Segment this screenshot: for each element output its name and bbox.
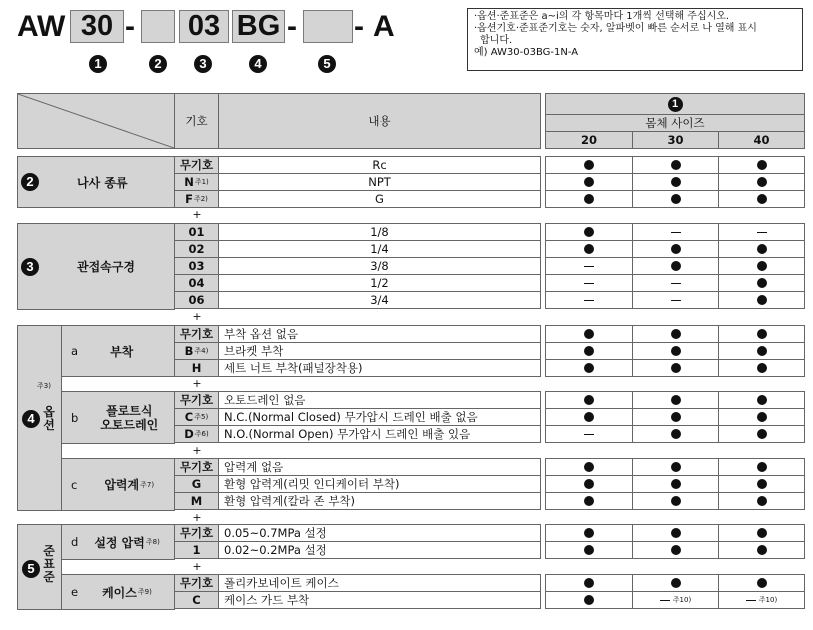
option-description: N.C.(Normal Closed) 무가압시 드레인 배출 없음 <box>218 408 541 426</box>
note-line-4: 예) AW30-03BG-1N-A <box>474 47 579 58</box>
footnote-ref: 주4) <box>194 347 209 355</box>
unavailable-dash-icon <box>671 300 681 301</box>
option-description: 환형 압력계(칼라 존 부착) <box>218 492 541 510</box>
size-availability-cell <box>632 458 719 476</box>
size-availability-cell <box>718 223 805 241</box>
available-dot-icon <box>757 346 767 356</box>
available-dot-icon <box>584 329 594 339</box>
marker-3-icon: 3 <box>21 258 39 276</box>
semi-e-note: 주9) <box>137 588 152 596</box>
available-dot-icon <box>671 412 681 422</box>
size-availability-cell <box>632 342 719 360</box>
size-availability-cell <box>632 574 719 592</box>
size-availability-cell <box>632 190 719 208</box>
semi-e-cell <box>61 574 175 610</box>
available-dot-icon <box>584 194 594 204</box>
available-dot-icon <box>584 479 594 489</box>
size-availability-cell <box>718 173 805 191</box>
available-dot-icon <box>584 496 594 506</box>
option-code <box>174 274 219 292</box>
option-code-text: C <box>184 410 194 424</box>
size-availability-cell <box>718 342 805 360</box>
thread-title: 나사 종류 <box>77 175 128 190</box>
footnote-ref: 주1) <box>194 178 209 186</box>
unavailable-dash-icon <box>584 266 594 267</box>
size-availability-cell <box>632 257 719 275</box>
option-code <box>174 524 219 542</box>
available-dot-icon <box>671 479 681 489</box>
option-code <box>174 591 219 609</box>
semi-d-note: 주8) <box>145 538 160 546</box>
available-dot-icon <box>584 160 594 170</box>
size-availability-cell <box>545 190 633 208</box>
available-dot-icon <box>671 363 681 373</box>
available-dot-icon <box>671 244 681 254</box>
available-dot-icon <box>757 395 767 405</box>
option-code-text: N <box>184 175 194 189</box>
header-symbol: 기호 <box>174 93 219 149</box>
size-availability-cell <box>632 156 719 174</box>
size-availability-cell <box>545 524 633 542</box>
header-size-30: 30 <box>632 131 719 149</box>
option-code <box>174 425 219 443</box>
available-dot-icon <box>757 412 767 422</box>
size-availability-cell <box>718 492 805 510</box>
size-availability-cell <box>545 291 633 309</box>
size-availability-cell <box>632 223 719 241</box>
size-availability-cell <box>718 359 805 377</box>
option-code-text: 02 <box>188 242 205 256</box>
semi-marker-cell <box>17 524 62 610</box>
option-description: 압력계 없음 <box>218 458 541 476</box>
option-b-letter: b <box>71 410 79 425</box>
option-code-text: F <box>185 192 193 206</box>
available-dot-icon <box>584 412 594 422</box>
available-dot-icon <box>757 295 767 305</box>
available-dot-icon <box>584 578 594 588</box>
marker-5-icon: 5 <box>318 55 336 73</box>
header-marker-cell <box>545 93 805 115</box>
size-availability-cell <box>545 257 633 275</box>
size-availability-cell <box>545 591 633 609</box>
available-dot-icon <box>671 528 681 538</box>
option-description: 0.05~0.7MPa 설정 <box>218 524 541 542</box>
option-code-text: 1 <box>192 543 201 557</box>
option-code-text: 무기호 <box>179 576 214 590</box>
option-code <box>174 240 219 258</box>
option-marker-cell <box>17 325 62 511</box>
available-dot-icon <box>584 363 594 373</box>
option-code-text: H <box>191 361 202 375</box>
available-dot-icon <box>584 177 594 187</box>
available-dot-icon <box>584 462 594 472</box>
option-code <box>174 173 219 191</box>
note-line-3: 합니다. <box>480 35 513 46</box>
available-dot-icon <box>671 578 681 588</box>
available-dot-icon <box>671 496 681 506</box>
size-availability-cell <box>718 325 805 343</box>
model-prefix: AW <box>17 10 66 43</box>
size-availability-cell <box>632 325 719 343</box>
marker-1-icon: 1 <box>89 55 107 73</box>
available-dot-icon <box>671 329 681 339</box>
size-availability-cell <box>632 391 719 409</box>
available-dot-icon <box>757 278 767 288</box>
plus-sign: + <box>192 511 202 524</box>
size-availability-cell <box>632 524 719 542</box>
semi-e-title: 케이스 <box>102 585 137 600</box>
thread-title-cell <box>17 156 175 208</box>
semi-d-title: 설정 압력 <box>94 535 145 550</box>
size-availability-cell <box>545 574 633 592</box>
size-availability-cell <box>632 240 719 258</box>
available-dot-icon <box>757 528 767 538</box>
available-dot-icon <box>671 545 681 555</box>
option-description: 오토드레인 없음 <box>218 391 541 409</box>
available-dot-icon <box>757 160 767 170</box>
option-code-text: 무기호 <box>179 526 214 540</box>
size-availability-cell <box>718 458 805 476</box>
size-availability-cell <box>718 240 805 258</box>
available-dot-icon <box>671 462 681 472</box>
option-code <box>174 541 219 559</box>
size-availability-cell <box>545 173 633 191</box>
available-dot-icon <box>757 479 767 489</box>
option-description: 3/8 <box>218 257 541 275</box>
marker-2-icon: 2 <box>149 55 167 73</box>
unavailable-dash-icon <box>584 300 594 301</box>
header-size-40: 40 <box>718 131 805 149</box>
size-availability-cell <box>632 359 719 377</box>
option-code-text: 무기호 <box>179 393 214 407</box>
unavailable-dash-icon <box>746 600 756 601</box>
size-availability-cell <box>632 541 719 559</box>
option-a-title: 부착 <box>110 344 134 359</box>
size-availability-cell <box>545 240 633 258</box>
header-corner <box>17 93 175 149</box>
size-availability-cell <box>718 524 805 542</box>
model-option-box: BG <box>232 10 285 43</box>
available-dot-icon <box>671 194 681 204</box>
available-dot-icon <box>757 429 767 439</box>
size-availability-cell <box>632 475 719 493</box>
available-dot-icon <box>757 177 767 187</box>
option-c-title: 압력계 <box>104 478 140 492</box>
model-blank-box <box>141 10 175 43</box>
size-availability-cell <box>718 591 805 609</box>
option-code-text: 무기호 <box>179 158 214 172</box>
size-availability-cell <box>718 475 805 493</box>
marker-4-icon: 4 <box>22 410 40 428</box>
model-dash-1: - <box>125 10 135 43</box>
marker-2-icon: 2 <box>21 173 39 191</box>
model-suffix: A <box>373 10 395 43</box>
option-code <box>174 475 219 493</box>
option-a-cell <box>61 325 175 377</box>
option-description: 1/8 <box>218 223 541 241</box>
available-dot-icon <box>584 595 594 605</box>
plus-sign: + <box>192 310 202 323</box>
size-availability-cell <box>545 475 633 493</box>
size-availability-cell <box>718 291 805 309</box>
option-description: 폴리카보네이트 케이스 <box>218 574 541 592</box>
available-dot-icon <box>671 261 681 271</box>
available-dot-icon <box>757 261 767 271</box>
option-code <box>174 408 219 426</box>
option-description: 환형 압력계(리밋 인디케이터 부착) <box>218 475 541 493</box>
size-availability-cell <box>718 391 805 409</box>
option-code <box>174 257 219 275</box>
option-description: 1/4 <box>218 240 541 258</box>
option-c-cell <box>61 458 175 511</box>
port-title-cell <box>17 223 175 310</box>
plus-sign: + <box>192 560 202 573</box>
available-dot-icon <box>671 429 681 439</box>
option-c-note: 주7) <box>140 480 155 489</box>
port-title: 관접속구경 <box>77 260 135 274</box>
size-availability-cell <box>718 190 805 208</box>
option-code <box>174 458 219 476</box>
size-availability-cell <box>718 257 805 275</box>
header-content: 내용 <box>218 93 541 149</box>
available-dot-icon <box>757 462 767 472</box>
available-dot-icon <box>757 545 767 555</box>
available-dot-icon <box>584 395 594 405</box>
note-line-1: ·옵션·준표준은 a~i의 각 항목마다 1개씩 선택해 주십시오. <box>474 11 730 22</box>
option-code <box>174 391 219 409</box>
option-code-text: C <box>192 593 201 607</box>
size-availability-cell <box>545 223 633 241</box>
option-code <box>174 492 219 510</box>
option-description: 케이스 가드 부착 <box>218 591 541 609</box>
size-availability-cell <box>545 425 633 443</box>
size-availability-cell <box>545 408 633 426</box>
diagonal-line-icon <box>18 94 174 148</box>
size-availability-cell <box>632 591 719 609</box>
model-size-box: 30 <box>70 10 124 43</box>
available-dot-icon <box>584 346 594 356</box>
option-code-text: 01 <box>188 225 205 239</box>
available-dot-icon <box>757 194 767 204</box>
option-description: 브라켓 부착 <box>218 342 541 360</box>
model-dash-2: - <box>287 10 297 43</box>
marker-4-icon: 4 <box>249 55 267 73</box>
option-note: 주3) <box>37 382 51 390</box>
available-dot-icon <box>757 244 767 254</box>
available-dot-icon <box>584 545 594 555</box>
unavailable-dash-icon <box>671 232 681 233</box>
unavailable-dash-icon <box>584 283 594 284</box>
option-a-letter: a <box>71 344 79 358</box>
size-availability-cell <box>632 408 719 426</box>
semi-e-letter: e <box>71 585 79 599</box>
available-dot-icon <box>584 227 594 237</box>
option-description: Rc <box>218 156 541 174</box>
option-description: 세트 너트 부착(패널장착용) <box>218 359 541 377</box>
marker-1-icon: 1 <box>668 97 683 112</box>
size-availability-cell <box>545 458 633 476</box>
available-dot-icon <box>757 578 767 588</box>
size-availability-cell <box>545 325 633 343</box>
size-availability-cell <box>632 492 719 510</box>
available-dot-icon <box>671 160 681 170</box>
option-code-text: B <box>184 344 194 358</box>
option-description: 1/2 <box>218 274 541 292</box>
available-dot-icon <box>584 528 594 538</box>
option-description: N.O.(Normal Open) 무가압시 드레인 배출 있음 <box>218 425 541 443</box>
size-availability-cell <box>632 173 719 191</box>
option-code-text: D <box>184 427 194 441</box>
size-availability-cell <box>718 541 805 559</box>
semi-d-letter: d <box>71 535 79 549</box>
semi-title: 준 표 준 <box>43 544 55 584</box>
footnote-ref: 주10) <box>672 596 692 604</box>
available-dot-icon <box>671 177 681 187</box>
size-availability-cell <box>718 274 805 292</box>
size-availability-cell <box>545 492 633 510</box>
size-availability-cell <box>718 156 805 174</box>
size-availability-cell <box>632 291 719 309</box>
size-availability-cell <box>632 425 719 443</box>
footnote-ref: 주6) <box>194 430 209 438</box>
model-port-box: 03 <box>179 10 229 43</box>
option-c-letter: c <box>71 477 78 492</box>
size-availability-cell <box>718 425 805 443</box>
option-code <box>174 574 219 592</box>
option-code <box>174 342 219 360</box>
footnote-ref: 주5) <box>194 413 209 421</box>
unavailable-dash-icon <box>757 232 767 233</box>
footnote-ref: 주10) <box>758 596 778 604</box>
semi-d-cell <box>61 524 175 560</box>
header-body-size: 몸체 사이즈 <box>545 114 805 132</box>
marker-5-icon: 5 <box>22 560 40 578</box>
option-code <box>174 359 219 377</box>
available-dot-icon <box>757 329 767 339</box>
plus-sign: + <box>192 208 202 221</box>
size-availability-cell <box>545 541 633 559</box>
option-description: 0.02~0.2MPa 설정 <box>218 541 541 559</box>
option-code-text: 03 <box>188 259 205 273</box>
option-description: NPT <box>218 173 541 191</box>
unavailable-dash-icon <box>584 434 594 435</box>
option-b-title-2: 오토드레인 <box>100 417 159 432</box>
option-code <box>174 156 219 174</box>
size-availability-cell <box>632 274 719 292</box>
option-description: 부착 옵션 없음 <box>218 325 541 343</box>
option-code-text: M <box>190 494 203 508</box>
option-code <box>174 291 219 309</box>
option-code-text: 06 <box>188 293 205 307</box>
size-availability-cell <box>545 391 633 409</box>
available-dot-icon <box>671 346 681 356</box>
unavailable-dash-icon <box>671 283 681 284</box>
option-code <box>174 223 219 241</box>
available-dot-icon <box>671 395 681 405</box>
option-code-text: G <box>191 477 202 491</box>
option-code-text: 무기호 <box>179 327 214 341</box>
available-dot-icon <box>757 496 767 506</box>
model-dash-3: - <box>354 10 364 43</box>
option-title: 옵 션 <box>43 405 55 432</box>
size-availability-cell <box>718 408 805 426</box>
size-availability-cell <box>545 156 633 174</box>
option-b-cell <box>61 391 175 444</box>
option-code-text: 무기호 <box>179 460 214 474</box>
unavailable-dash-icon <box>660 600 670 601</box>
option-code-text: 04 <box>188 276 205 290</box>
plus-sign: + <box>192 444 202 457</box>
size-availability-cell <box>545 359 633 377</box>
plus-sign: + <box>192 377 202 390</box>
footnote-ref: 주2) <box>193 195 208 203</box>
available-dot-icon <box>757 363 767 373</box>
option-code <box>174 190 219 208</box>
instruction-note <box>467 8 803 71</box>
size-availability-cell <box>545 274 633 292</box>
note-line-2: ·옵션기호·준표준기호는 숫자, 알파벳이 빠른 순서로 나 열해 표시 <box>474 23 757 34</box>
option-code <box>174 325 219 343</box>
size-availability-cell <box>718 574 805 592</box>
option-description: 3/4 <box>218 291 541 309</box>
marker-3-icon: 3 <box>194 55 212 73</box>
option-b-title-1: 플로트식 <box>106 403 153 418</box>
size-availability-cell <box>545 342 633 360</box>
model-semi-box <box>303 10 353 43</box>
header-size-20: 20 <box>545 131 633 149</box>
available-dot-icon <box>584 244 594 254</box>
option-description: G <box>218 190 541 208</box>
